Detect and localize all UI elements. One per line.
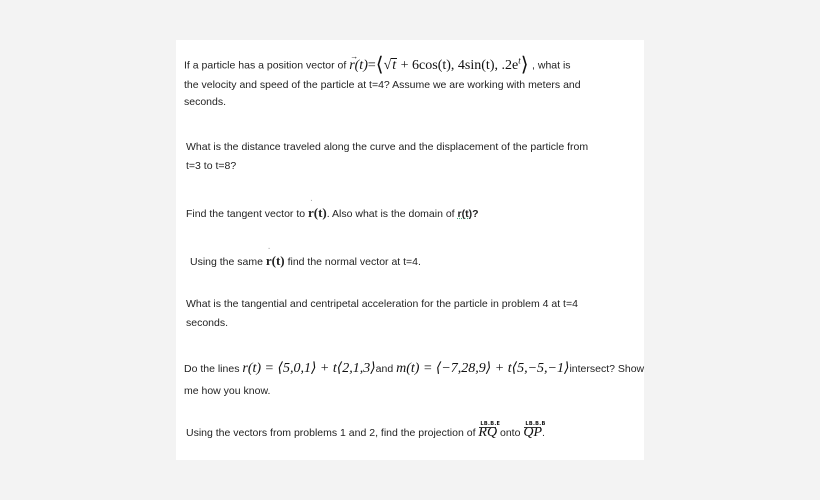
left-angle-bracket: ⟨	[375, 51, 384, 76]
question-1-line-1	[184, 51, 571, 76]
q1-exponent: t	[518, 55, 521, 65]
q7-mid: onto	[500, 427, 521, 439]
q3-r-of-t: ˈ r(t)	[308, 205, 327, 220]
tick-mark-icon: ˈ	[310, 199, 313, 207]
q7-post: .	[542, 427, 545, 439]
q6-and: and	[375, 363, 394, 375]
vector-qp: LB.B.B QP	[523, 421, 546, 440]
sqrt-icon: √	[383, 57, 392, 73]
question-5-line-2: seconds.	[186, 317, 229, 329]
question-7-line	[186, 421, 546, 440]
q6-line-r: r(t) = ⟨5,0,1⟩ + t⟨2,1,3⟩	[242, 361, 376, 376]
q4-pre: Using the same	[190, 256, 263, 268]
q1-tail: , what is	[532, 59, 571, 72]
question-6-line-1	[184, 362, 644, 376]
q1-intro: If a particle has a position vector of	[184, 59, 347, 72]
question-2-line-2: t=3 to t=8?	[186, 160, 237, 172]
q3-post: ?	[472, 208, 479, 220]
q4-r-of-t: ˈ r(t)	[266, 253, 285, 268]
q1-position-vector: → r(t)=⟨√t + 6cos(t), 4sin(t), $.2e^t⟩$	[349, 51, 529, 76]
vector-r: → r	[349, 51, 359, 73]
q3-r-of-t-2: r(t)	[457, 208, 473, 220]
question-5-line-1: What is the tangential and centripetal acceleration for the particle in problem 4 at t=4	[186, 298, 578, 310]
q1-expression: + 6cos(t), 4sin(t), .2e	[400, 57, 519, 73]
q3-mid: . Also what is the domain of	[326, 208, 455, 220]
question-6-line-2: me how you know.	[184, 385, 271, 397]
right-angle-bracket: ⟩	[520, 51, 529, 76]
sqrt-argument: t	[392, 57, 397, 73]
question-1-line-3: seconds.	[184, 96, 227, 108]
document-page	[176, 40, 644, 460]
vector-arrow-icon: →	[350, 51, 359, 61]
question-3-line	[186, 199, 479, 221]
q6-line-m: m(t) = ⟨−7,28,9⟩ + t⟨5,−5,−1⟩	[396, 361, 570, 376]
q6-post: intersect? Show	[569, 363, 645, 375]
q4-post: find the normal vector at t=4.	[287, 256, 421, 268]
question-1-line-2: the velocity and speed of the particle at t=4? Assume we are working with meters and	[184, 79, 581, 91]
tick-mark-icon: ˈ	[267, 247, 271, 255]
q6-pre: Do the lines	[184, 363, 240, 375]
q3-pre: Find the tangent vector to	[186, 208, 306, 220]
vector-rq: LB.B.E RQ	[478, 421, 501, 440]
question-4-line	[190, 247, 421, 269]
question-2-line-1: What is the distance traveled along the curve and the displacement of the particle from	[186, 141, 589, 153]
q7-pre: Using the vectors from problems 1 and 2, find the projection of	[186, 427, 476, 439]
